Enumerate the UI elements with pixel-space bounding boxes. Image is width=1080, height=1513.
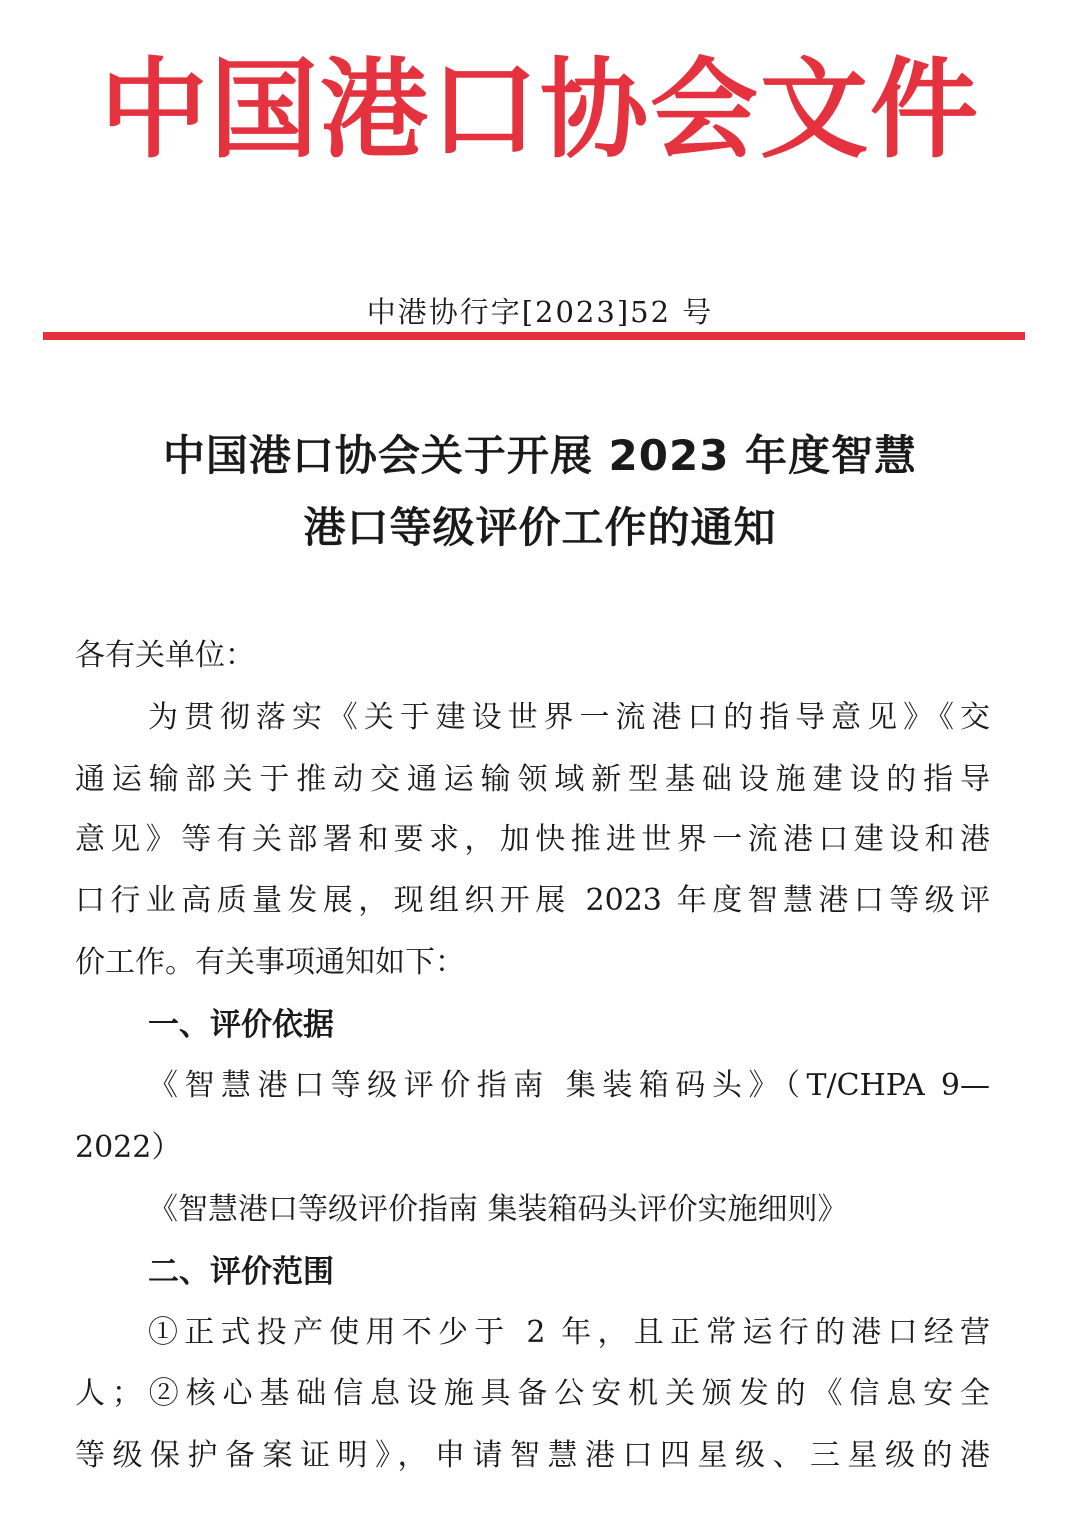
intro-line-4: 口行业高质量发展，现组织开展 2023 年度智慧港口等级评 (75, 883, 990, 918)
section-1-heading: 一、评价依据 (148, 1007, 334, 1043)
section-2-line-2: 人；②核心基础信息设施具备公安机关颁发的《信息安全 (75, 1376, 990, 1411)
red-divider-line (43, 332, 1025, 340)
section-2-line-3: 等级保护备案证明》，申请智慧港口四星级、三星级的港 (75, 1438, 990, 1473)
intro-line-5: 价工作。有关事项通知如下： (75, 945, 465, 980)
section-1-line-2: 2022） (75, 1130, 182, 1165)
notice-title-line-2: 港口等级评价工作的通知 (303, 503, 777, 552)
document-number: 中港协行字[2023]52 号 (366, 295, 714, 329)
section-2-heading: 二、评价范围 (148, 1254, 334, 1290)
section-1-line-1: 《智慧港口等级评价指南 集装箱码头》（T/CHPA 9— (148, 1068, 990, 1103)
notice-title-line-1: 中国港口协会关于开展 2023 年度智慧 (162, 431, 918, 480)
intro-line-3: 意见》等有关部署和要求，加快推进世界一流港口建设和港 (75, 822, 990, 857)
section-1-line-3: 《智慧港口等级评价指南 集装箱码头评价实施细则》 (148, 1192, 848, 1227)
intro-line-2: 通运输部关于推动交通运输领域新型基础设施建设的指导 (75, 762, 990, 797)
salutation: 各有关单位： (75, 638, 255, 673)
section-2-line-1: ①正式投产使用不少于 2 年，且正常运行的港口经营 (148, 1315, 990, 1350)
masthead-title: 中国港口协会文件 (99, 48, 980, 173)
intro-line-1: 为贯彻落实《关于建设世界一流港口的指导意见》《交 (148, 700, 990, 735)
